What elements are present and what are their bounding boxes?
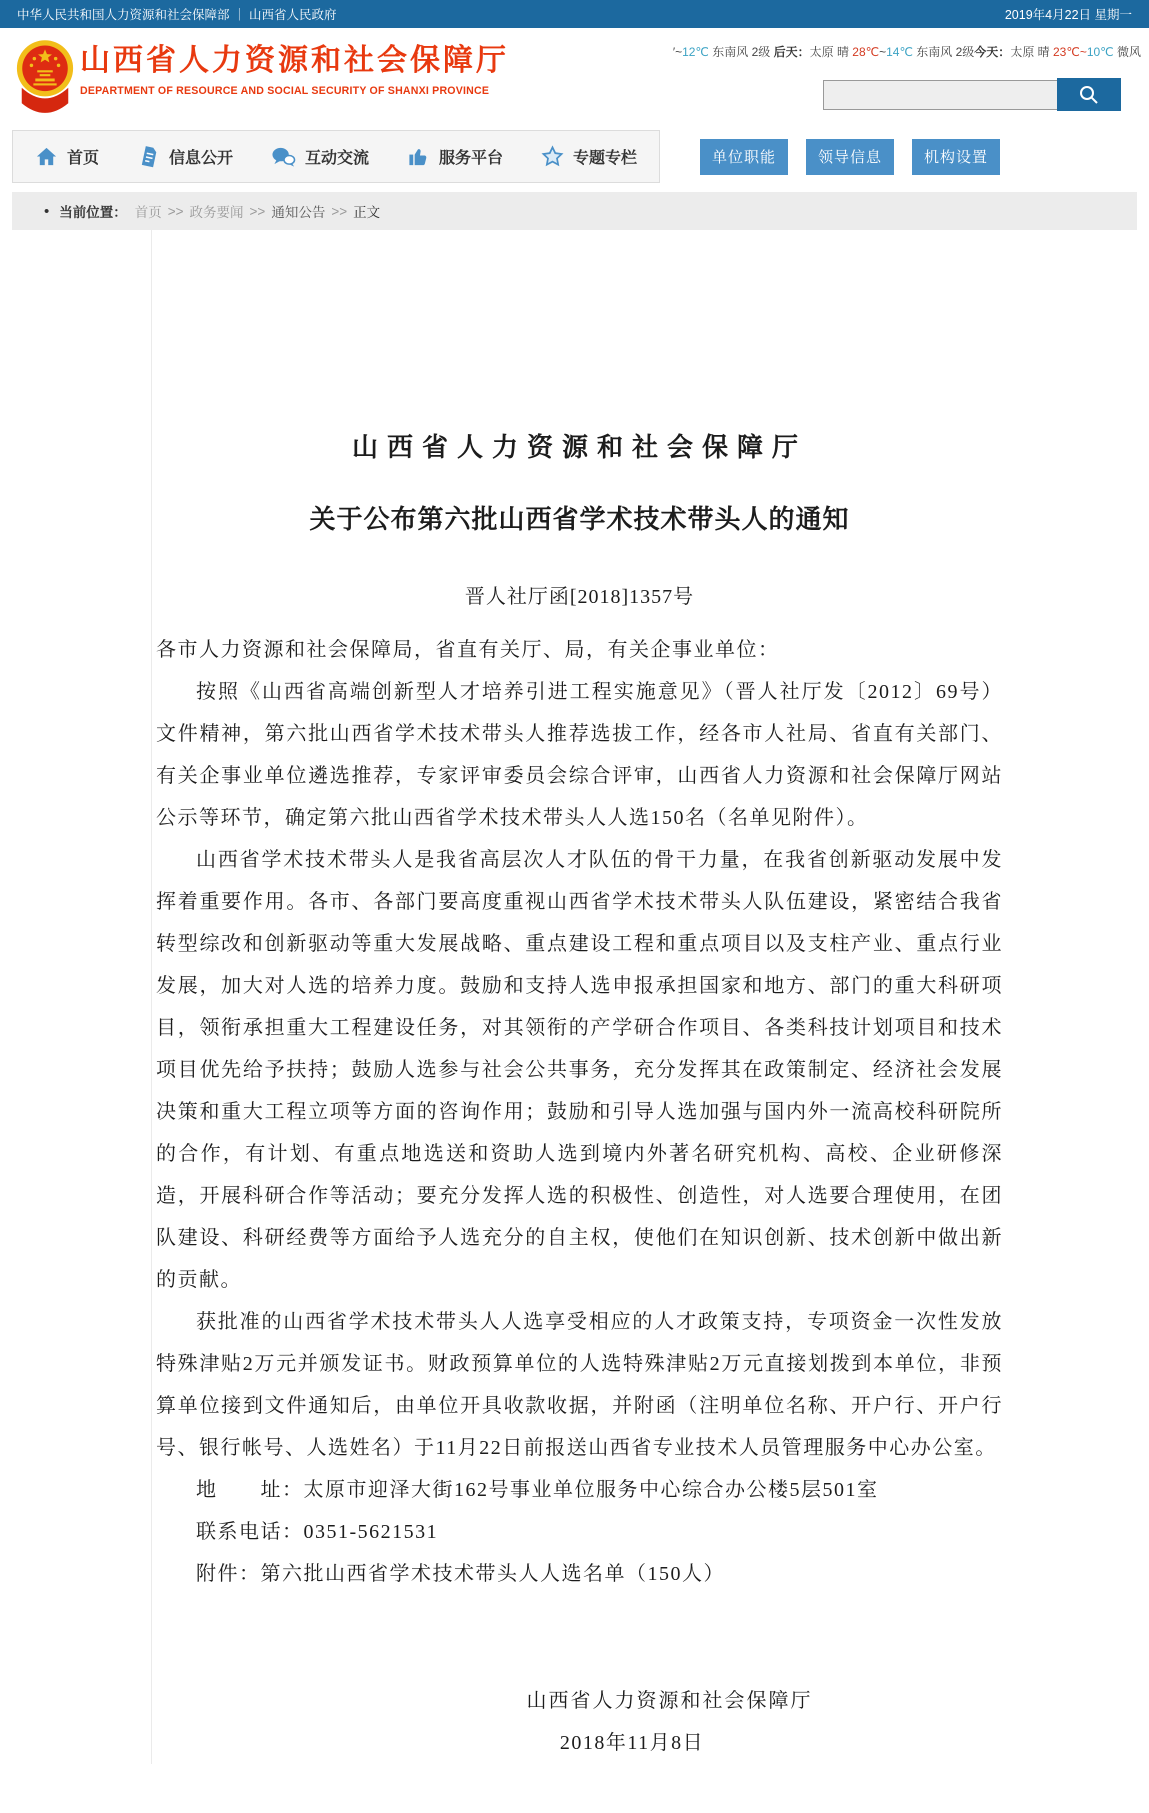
nav-item-label: 服务平台	[438, 150, 503, 167]
site-subtitle-en: DEPARTMENT OF RESOURCE AND SOCIAL SECURITY OF SHANXI PROVINCE	[80, 85, 490, 97]
weather-segment: 后天：	[773, 45, 810, 59]
topbar-ministry-links[interactable]: 中华人民共和国人力资源和社会保障部 ｜ 山西省人民政府	[17, 8, 337, 22]
weather-segment: 10℃	[1086, 45, 1114, 59]
main-content	[0, 230, 1149, 1764]
site-search	[823, 78, 1121, 111]
weather-segment: 太原 晴	[1010, 45, 1053, 59]
unit-functions-button[interactable]: 单位职能	[700, 139, 788, 175]
star-icon	[541, 145, 564, 168]
phone-line: 联系电话：0351-5621531	[196, 1521, 439, 1543]
weather-segment: ~	[879, 45, 887, 59]
breadcrumb-notices[interactable]: 通知公告	[271, 205, 326, 220]
nav-item-label: 互动交流	[304, 150, 369, 167]
document-icon	[137, 145, 160, 168]
breadcrumb-label: 当前位置：	[59, 205, 127, 220]
quick-link-buttons	[700, 139, 1000, 175]
topbar-date: 2019年4月22日 星期一	[1004, 8, 1132, 22]
main-navigation-row	[12, 128, 1137, 185]
notice-article	[151, 230, 1003, 1764]
breadcrumb-separator: >>	[167, 203, 184, 219]
article-title-line1: 山西省人力资源和社会保障厅	[351, 433, 807, 462]
weather-segment: ~	[1079, 45, 1087, 59]
paragraph: 获批准的山西省学术技术带头人人选享受相应的人才政策支持，专项资金一次性发放特殊津贴2万元并颁发证书。财政预算单位的人选特殊津贴2万元直接划拨到本单位，非预算单位接到文件通知后，由单位开具收款收据，并附函（注明单位名称、开户行、开户行号、银行帐号、人选姓名）于11月22日前报送山西省专业技术人员管理服务中心办公室。	[156, 1311, 1003, 1459]
signature-date: 2018年11月8日	[559, 1732, 705, 1754]
weather-segment: 今天：	[974, 45, 1011, 59]
breadcrumb-gov-news[interactable]: 政务要闻	[189, 205, 244, 220]
government-topbar	[0, 0, 1149, 28]
national-emblem-logo	[14, 36, 76, 120]
main-navbar	[12, 130, 660, 183]
nav-item-special-topics[interactable]	[541, 145, 637, 168]
search-input[interactable]	[823, 80, 1057, 110]
site-title: 山西省人力资源和社会保障厅	[80, 44, 509, 77]
breadcrumb	[12, 192, 1137, 230]
weather-ticker	[673, 43, 1141, 60]
nav-item-service-platform[interactable]	[407, 145, 503, 168]
signature-department: 山西省人力资源和社会保障厅	[526, 1690, 813, 1712]
breadcrumb-home[interactable]: 首页	[134, 205, 162, 220]
nav-item-label: 首页	[67, 150, 100, 167]
thumbs-up-icon	[407, 145, 430, 168]
salutation-line: 各市人力资源和社会保障局，省直有关厅、局，有关企事业单位：	[156, 639, 780, 661]
address-line: 地 址：太原市迎泽大街162号事业单位服务中心综合办公楼5层501室	[196, 1479, 879, 1501]
weather-segment: 东南风 2级	[912, 45, 975, 59]
weather-segment: 微风	[1113, 45, 1141, 59]
weather-segment: 23℃	[1052, 45, 1080, 59]
nav-item-interaction[interactable]	[271, 145, 369, 168]
weather-segment: 东南风 2级	[708, 45, 774, 59]
nav-item-info-disclosure[interactable]	[137, 145, 233, 168]
chat-icon	[271, 145, 296, 168]
article-title-line2: 关于公布第六批山西省学术技术带头人的通知	[309, 505, 850, 534]
search-button[interactable]	[1057, 78, 1121, 111]
home-icon	[35, 145, 58, 168]
leadership-info-button[interactable]: 领导信息	[806, 139, 894, 175]
document-number: 晋人社厅函[2018]1357号	[464, 586, 695, 608]
breadcrumb-bullet: •	[44, 202, 50, 220]
nav-item-label: 专题专栏	[572, 150, 637, 167]
weather-segment: 28℃	[852, 45, 880, 59]
breadcrumb-separator: >>	[249, 203, 266, 219]
paragraph: 山西省学术技术带头人是我省高层次人才队伍的骨干力量，在我省创新驱动发展中发挥着重要作用。各市、各部门要高度重视山西省学术技术带头人队伍建设，紧密结合我省转型综改和创新驱动等重大发展战略、重点建设工程和重点项目以及支柱产业、重点行业发展，加大对人选的培养力度。鼓励和支持人选申报承担国家和地方、部门的重大科研项目，领衔承担重大工程建设任务，对其领衔的产学研合作项目、各类科技计划项目和技术项目优先给予扶持；鼓励人选参与社会公共事务，充分发挥其在政策制定、经济社会发展决策和重大工程立项等方面的咨询作用；鼓励和引导人选加强与国内外一流高校科研院所的合作，有计划、有重点地选送和资助人选到境内外著名研究机构、高校、企业研修深造，开展科研合作等活动；要充分发挥人选的积极性、创造性，对人选要合理使用，在团队建设、科研经费等方面给予人选充分的自主权，使他们在知识创新、技术创新中做出新的贡献。	[156, 849, 1003, 1291]
attachment-line: 附件：第六批山西省学术技术带头人人选名单（150人）	[196, 1563, 725, 1585]
weather-segment: 12℃	[682, 45, 709, 59]
nav-item-home[interactable]	[35, 145, 99, 168]
breadcrumb-current: 正文	[353, 205, 381, 220]
weather-segment: ′~	[672, 45, 683, 59]
article-body	[156, 629, 1003, 1764]
paragraph: 按照《山西省高端创新型人才培养引进工程实施意见》（晋人社厅发〔2012〕69号）文件精神，第六批山西省学术技术带头人推荐选拔工作，经各市人社局、省直有关部门、有关企事业单位遴选推荐，专家评审委员会综合评审，山西省人力资源和社会保障厅网站公示等环节，确定第六批山西省学术技术带头人人选150名（名单见附件）。	[156, 681, 1003, 829]
nav-item-label: 信息公开	[168, 150, 233, 167]
breadcrumb-separator: >>	[331, 203, 348, 219]
organization-setup-button[interactable]: 机构设置	[912, 139, 1000, 175]
site-brand	[80, 44, 509, 97]
site-header	[0, 28, 1149, 128]
search-icon	[1077, 83, 1101, 107]
weather-segment: 14℃	[886, 45, 913, 59]
weather-segment: 太原 晴	[809, 45, 853, 59]
